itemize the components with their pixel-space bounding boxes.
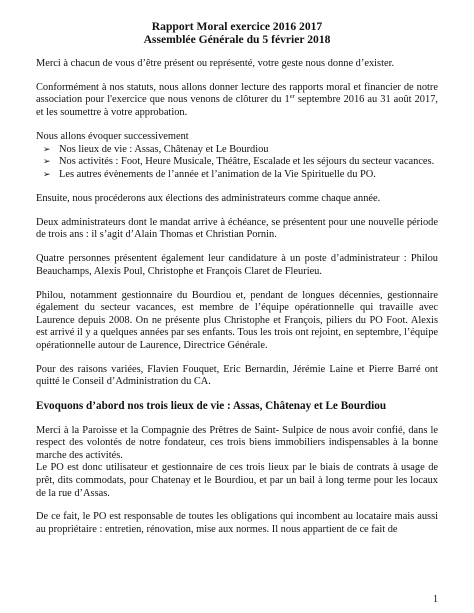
title-line-1: Rapport Moral exercice 2016 2017	[151, 20, 323, 33]
page-number: 1	[433, 594, 438, 605]
agenda-item	[43, 144, 438, 157]
statutes-text-end: septembre 2016 au 31 août 2017, et les soumettre à votre approbation.	[36, 94, 438, 119]
paragraph-renewing-administrators: Deux administrateurs dont le mandat arrive à échéance, se présentent pour une nouvelle période de trois ans : il s’agit d’Alain Thomas et Christian Pornin.	[36, 216, 438, 241]
document-title	[36, 20, 438, 46]
title-line-2: Assemblée Générale du 5 février 2018	[143, 33, 331, 46]
agenda-item-text: Nos lieux de vie : Assas, Châtenay et Le Bourdiou	[59, 143, 269, 155]
arrow-bullet-icon: ➢	[43, 144, 51, 155]
paragraph-statutes	[36, 82, 438, 120]
agenda-item-text: Les autres évènements de l’année et l’animation de la Vie Spirituelle du PO.	[59, 168, 376, 180]
paragraph-contracts: Le PO est donc utilisateur et gestionnaire de ces trois lieux par le biais de contrats à usage de prêt, dits commodats, pour Chatenay et le Bourdiou, et par un bail à long terme pour les locaux de la rue d’Assas.	[36, 462, 438, 499]
paragraph-parish-thanks: Merci à la Paroisse et la Compagnie des Prêtres de Saint- Sulpice de nous avoir confié, dans le respect des volontés de notre fondateur, ces trois biens immobiliers indispensables à la bonne marche des activités.	[36, 424, 438, 461]
statutes-superscript: er	[289, 93, 295, 101]
agenda-item	[43, 169, 438, 182]
paragraph-thanks: Merci à chacun de vous d’être présent ou représenté, votre geste nous donne d’exister.	[36, 58, 395, 69]
agenda-list	[36, 144, 438, 182]
paragraph-agenda-intro: Nous allons évoquer successivement	[36, 130, 189, 142]
paragraph-obligations: De ce fait, le PO est responsable de toutes les obligations qui incombent au locataire mais aussi au propriétaire : entretien, rénovation, mise aux normes. Il nous appartient de ce fait de	[36, 511, 438, 535]
agenda-item-text: Nos activités : Foot, Heure Musicale, Théâtre, Escalade et les séjours du secteur vacances.	[59, 156, 435, 168]
paragraph-elections: Ensuite, nous procéderons aux élections des administrateurs comme chaque année.	[36, 192, 381, 204]
paragraph-new-candidates: Quatre personnes présentent également leur candidature à un poste d’administrateur : Philou Beauchamps, Alexis Poul, Christophe et François Claret de Fleurieu.	[36, 253, 438, 277]
paragraph-candidate-details: Philou, notamment gestionnaire du Bourdiou et, pendant de longues décennies, gestionnaire également du secteur vacances, est membre de l’équipe opérationnelle qui travaille avec Laurence depuis 2008. On ne présente plus Christophe et François, piliers du PO Foot. Alexis est arrivé il y a quelques années par ses enfants. Tous les trois ont rejoint, en septembre, l’équipe opérationnelle autour de Laurence, Directrice Générale.	[36, 289, 438, 351]
arrow-bullet-icon: ➢	[43, 157, 51, 168]
statutes-text-start: Conformément à nos statuts, nous allons donner lecture des rapports moral et financier de notre association pour l'exercice que nous venons de clôturer du 1	[36, 81, 438, 106]
arrow-bullet-icon: ➢	[43, 169, 51, 180]
paragraph-departures: Pour des raisons variées, Flavien Fouquet, Eric Bernardin, Jérémie Laine et Pierre Barré ont quitté le Conseil d’Administration du CA.	[36, 363, 438, 388]
agenda-item	[43, 156, 438, 169]
section-heading-places: Evoquons d’abord nos trois lieux de vie : Assas, Châtenay et Le Bourdiou	[36, 400, 387, 413]
